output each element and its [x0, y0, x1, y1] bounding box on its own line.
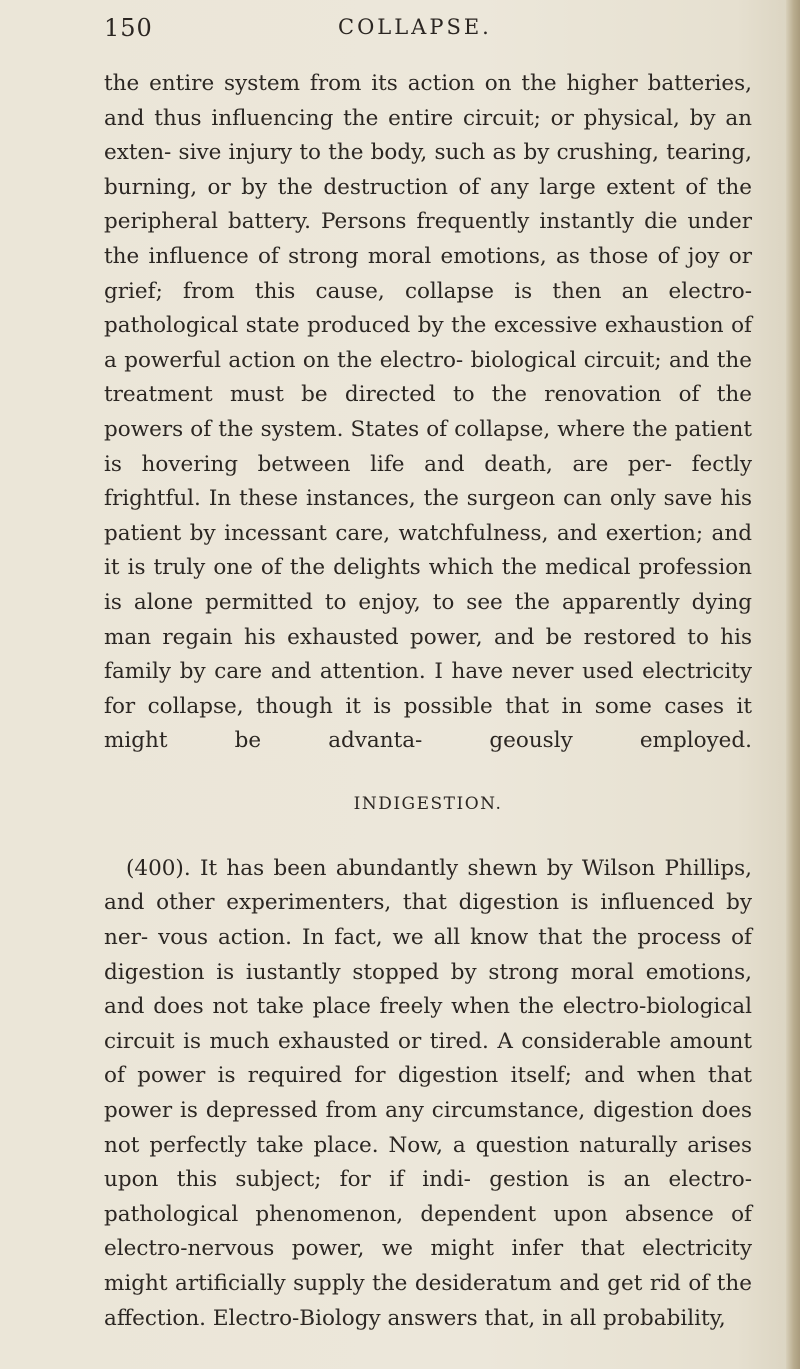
page-number: 150 — [104, 14, 153, 42]
body-text — [104, 67, 752, 1336]
page-edge-shadow — [786, 0, 800, 1369]
section-heading: INDIGESTION. — [353, 793, 503, 814]
page-header — [104, 14, 744, 44]
paragraph-collapse: the entire system from its action on the higher batteries, and thus influencing the entire circuit; or physical, by an exten- sive injury to the body, such as by crushing, tearing, burning, or by the destruction of any large extent of the peripheral battery. Persons frequently instantly die under the influence of strong moral emotions, as those of joy or grief; from this cause, collapse is then an electro-pathological state produced by the excessive exhaustion of a powerful action on the electro- biological circuit; and the treatment must be directed to the renovation of the powers of the system. States of collapse, where the patient is hovering between life and death, are per- fectly frightful. In these instances, the surgeon can only save his patient by incessant care, watchfulness, and exertion; and it is truly one of the delights which the medical profession is alone permitted to enjoy, to see the apparently dying man regain his exhausted power, and be restored to his family by care and attention. I have never used electricity for collapse, though it is possible that in some cases it might be advanta- geously employed. — [104, 71, 752, 754]
paragraph-indigestion: (400). It has been abundantly shewn by Wilson Phillips, and other experimenters, that digestion is influenced by ner- vous action. In fact, we all know that the process of digestion is iustantly stopped by strong moral emotions, and does not take place freely when the electro-biological circuit is much exhausted or tired. A considerable amount of power is required for digestion itself; and when that power is depressed from any circumstance, digestion does not perfectly take place. Now, a question naturally arises upon this subject; for if indi- gestion is an electro-pathological phenomenon, dependent upon absence of electro-nervous power, we might infer that electricity might artificially supply the desideratum and get rid of the affection. Electro-Biology answers that, in all probability, — [104, 855, 752, 1331]
running-head: COLLAPSE. — [338, 15, 492, 39]
